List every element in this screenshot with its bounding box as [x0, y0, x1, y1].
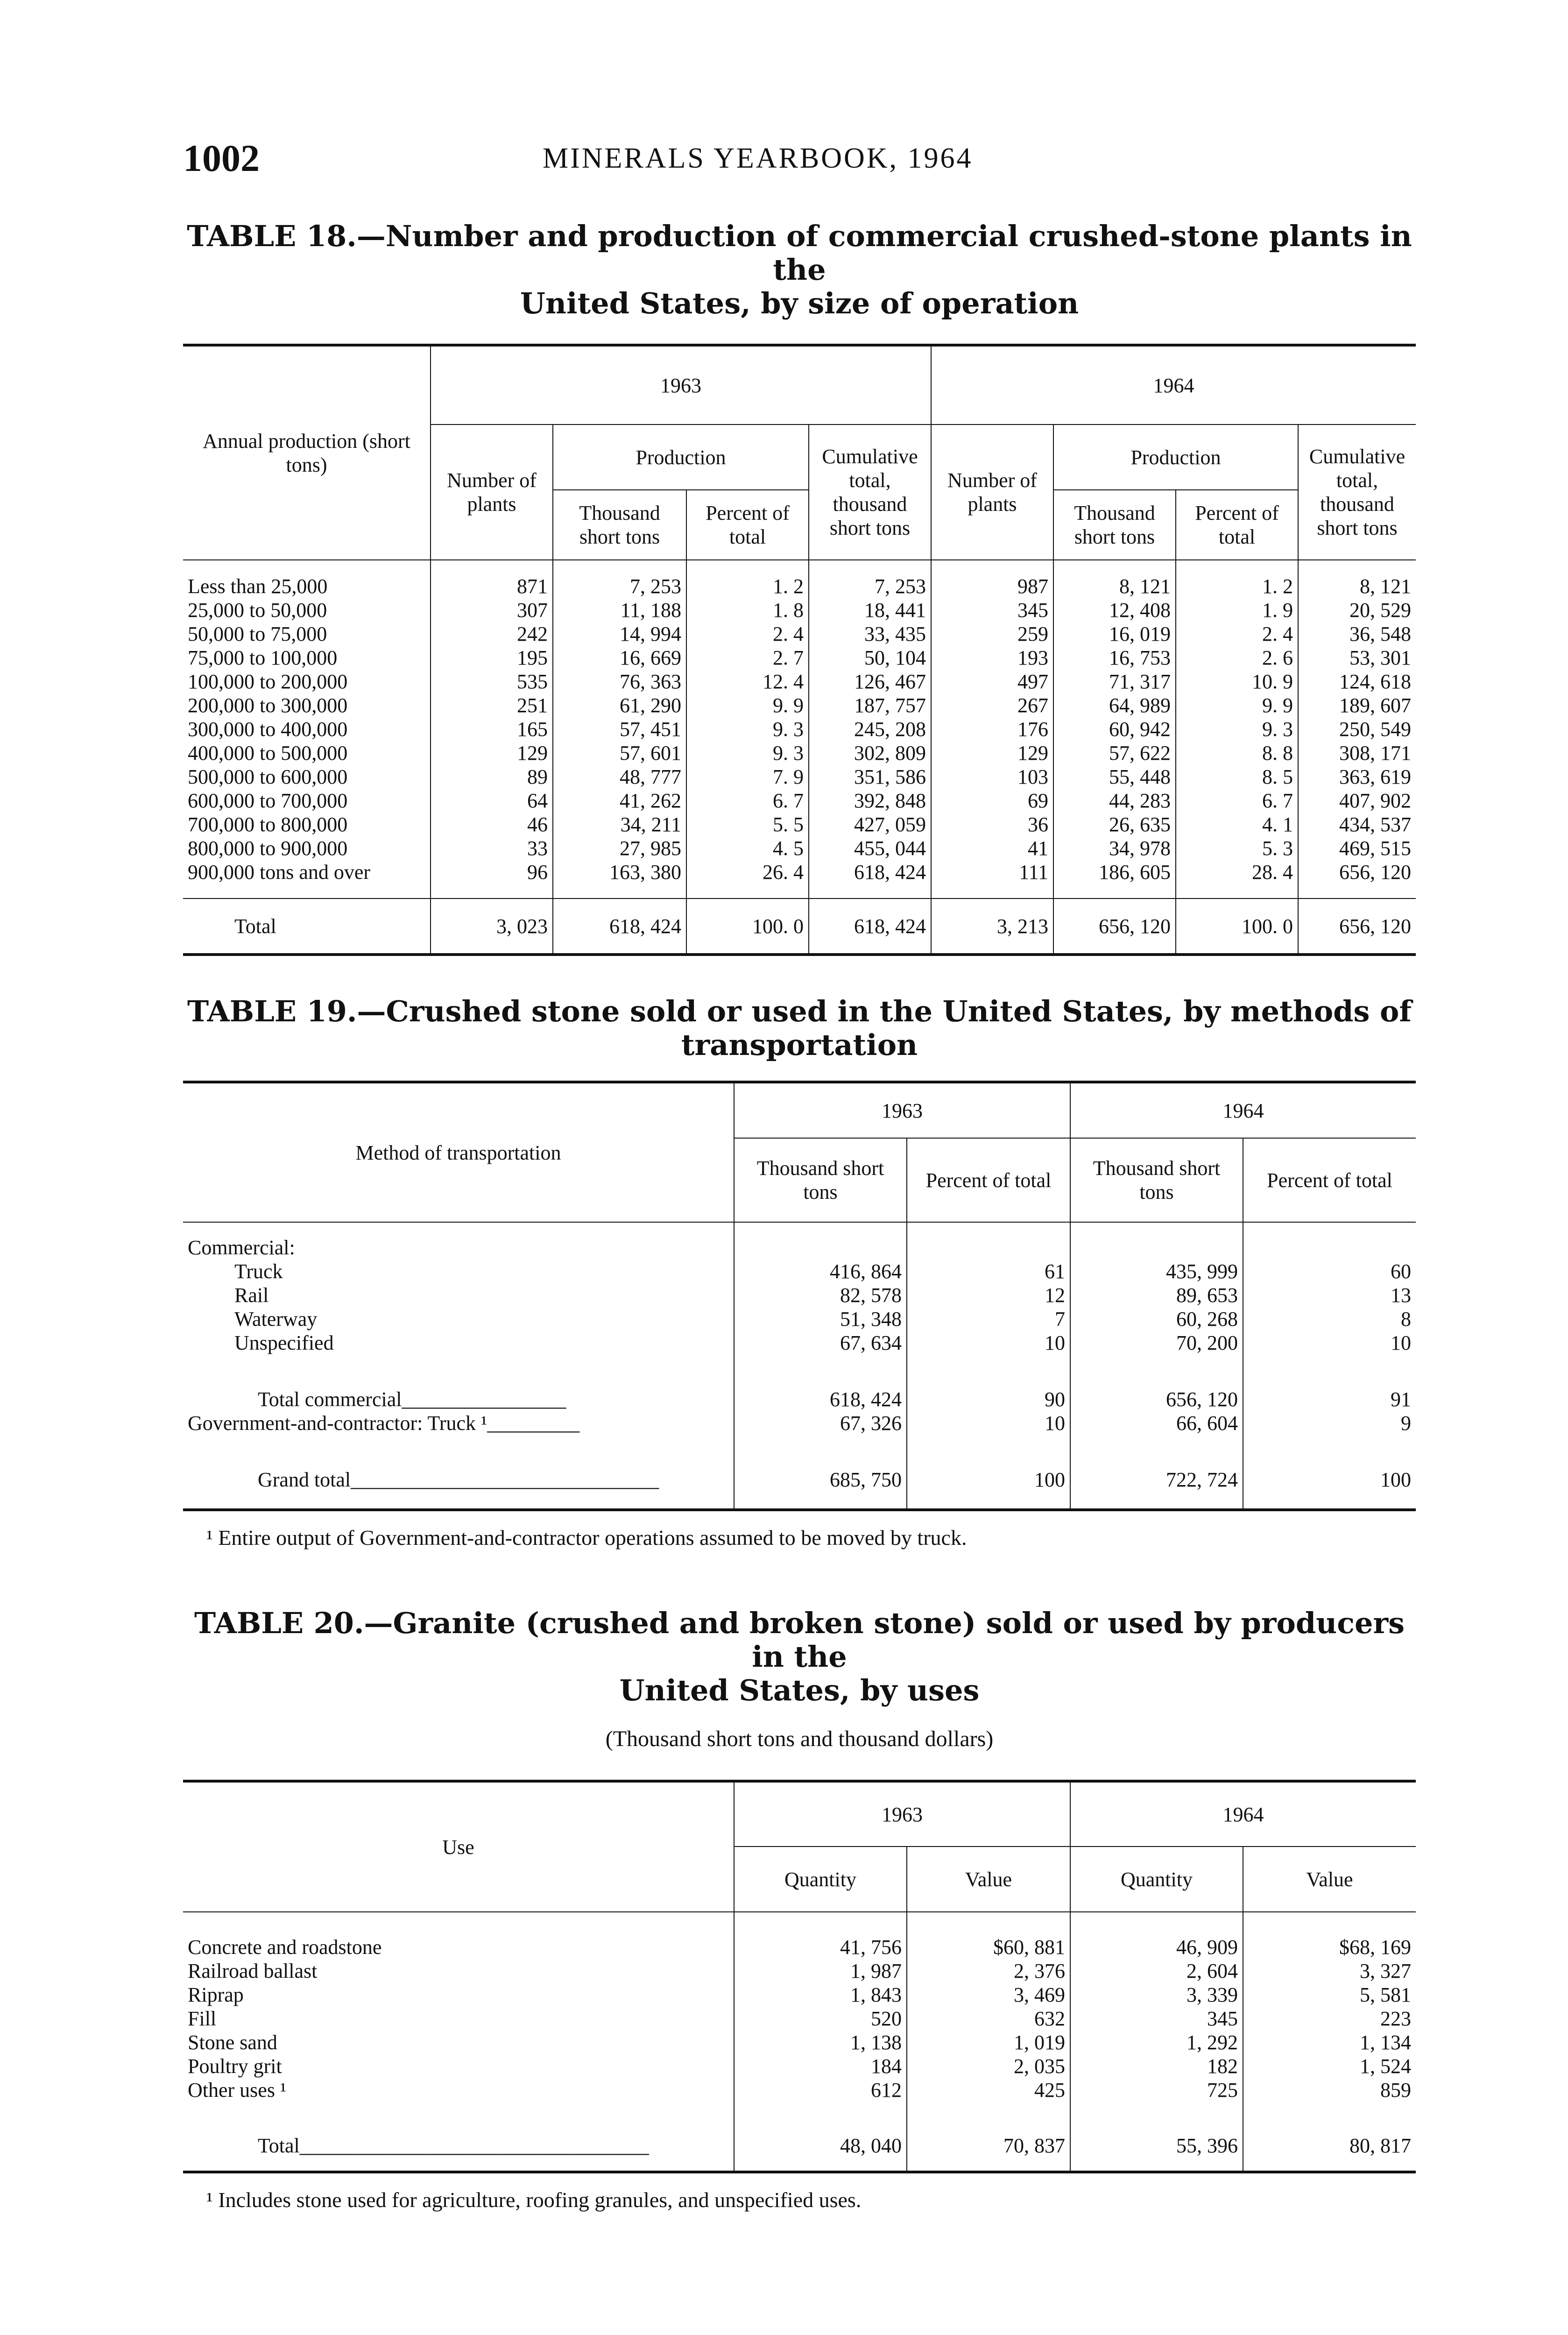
table-row [183, 1331, 1416, 1355]
t19-grand-total-row [183, 1468, 1416, 1510]
t20-year-1963: 1963 [734, 1781, 1070, 1847]
t18-cell-pc63: 2. 7 [686, 646, 809, 670]
t18-row-label: 500,000 to 600,000 [188, 765, 348, 788]
t20-quantity-63-header: Quantity [734, 1847, 907, 1912]
t18-cell-pc64: 9. 9 [1176, 693, 1298, 717]
t18-cell-t63: 7, 253 [553, 560, 686, 598]
t20-stub-header: Use [442, 1835, 474, 1859]
t18-cell-c64: 407, 902 [1298, 789, 1416, 813]
t18-cell-p64: 36 [931, 813, 1053, 836]
t18-cell-c64: 308, 171 [1298, 741, 1416, 765]
t19-stub-header: Method of transportation [355, 1141, 561, 1164]
table-row [183, 836, 1416, 860]
t18-cell-c63: 33, 435 [809, 622, 931, 646]
t18-cell-pc64: 5. 3 [1176, 836, 1298, 860]
t18-cell-c63: 302, 809 [809, 741, 931, 765]
t20-cell-q64: 182 [1070, 2054, 1243, 2078]
t18-cell-c63: 7, 253 [809, 560, 931, 598]
table-18-title: TABLE 18.—Number and production of commercial crushed-stone plants in the United States, by size of operation [187, 219, 1412, 320]
t19-cell: 10 [907, 1411, 1070, 1435]
t18-cell-pc63: 26. 4 [686, 860, 809, 899]
t18-cell-p63: 535 [431, 670, 553, 693]
t19-cell-t64: 60, 268 [1070, 1307, 1243, 1331]
table-row [183, 2007, 1416, 2031]
t18-cell-p64: 129 [931, 741, 1053, 765]
t18-cell-pc64: 28. 4 [1176, 860, 1298, 899]
t18-total-cell: 3, 213 [931, 899, 1053, 955]
t19-total-commercial-row [183, 1387, 1416, 1411]
t18-cell-c63: 427, 059 [809, 813, 931, 836]
t20-cell-v64: $68, 169 [1243, 1935, 1416, 1959]
table-row [183, 765, 1416, 789]
t20-row-label: Riprap [188, 1983, 244, 2006]
t18-cell-pc63: 5. 5 [686, 813, 809, 836]
t18-cell-p64: 193 [931, 646, 1053, 670]
t19-cell: 722, 724 [1070, 1468, 1243, 1510]
t18-row-label: 25,000 to 50,000 [188, 599, 327, 622]
t18-cell-t64: 8, 121 [1053, 560, 1176, 598]
t18-cell-t64: 12, 408 [1053, 598, 1176, 622]
t20-footnote: ¹ Includes stone used for agriculture, roofing granules, and unspecified uses. [206, 2188, 862, 2212]
t19-cell-pc63: 61 [907, 1259, 1070, 1283]
t18-cell-t64: 55, 448 [1053, 765, 1176, 789]
t18-cell-pc64: 2. 6 [1176, 646, 1298, 670]
t19-cell: 9 [1243, 1411, 1416, 1435]
t19-cell-t63: 67, 634 [734, 1331, 907, 1355]
t18-thousand-63-header: Thousand short tons [553, 490, 686, 560]
t18-cell-t63: 11, 188 [553, 598, 686, 622]
table-20-title: TABLE 20.—Granite (crushed and broken stone) sold or used by producers in the United States, by uses [194, 1606, 1405, 1707]
t20-cell-v63: 2, 376 [907, 1959, 1070, 1983]
t18-cell-p64: 259 [931, 622, 1053, 646]
t18-cell-t64: 34, 978 [1053, 836, 1176, 860]
t20-cell-v64: 859 [1243, 2078, 1416, 2102]
table-row [183, 1259, 1416, 1283]
t18-cell-c64: 189, 607 [1298, 693, 1416, 717]
t18-row-label: 50,000 to 75,000 [188, 623, 327, 645]
t19-cell-pc63: 12 [907, 1283, 1070, 1307]
t18-cell-p63: 871 [431, 560, 553, 598]
t19-thousand-64-header: Thousand short tons [1070, 1138, 1243, 1222]
leader-dots: ______________________________ [351, 1468, 659, 1491]
t18-production-64-header: Production [1053, 425, 1298, 490]
t20-cell-q64: 1, 292 [1070, 2031, 1243, 2054]
table-row [183, 789, 1416, 813]
table-row [183, 1983, 1416, 2007]
t18-cumulative-63-header: Cumulative total, thousand short tons [809, 425, 931, 560]
t18-cell-p64: 267 [931, 693, 1053, 717]
t19-footnote: ¹ Entire output of Government-and-contractor operations assumed to be moved by truck. [206, 1526, 967, 1550]
t18-cell-c63: 455, 044 [809, 836, 931, 860]
table-row [183, 717, 1416, 741]
t20-cell-q64: 2, 604 [1070, 1959, 1243, 1983]
t18-cell-pc63: 1. 2 [686, 560, 809, 598]
t18-cell-pc64: 8. 5 [1176, 765, 1298, 789]
t18-cell-t64: 60, 942 [1053, 717, 1176, 741]
t18-cell-t64: 16, 019 [1053, 622, 1176, 646]
t18-cell-p64: 41 [931, 836, 1053, 860]
t18-row-label: 700,000 to 800,000 [188, 813, 348, 836]
t19-cell: 100 [907, 1468, 1070, 1510]
t19-cell-pc64: 60 [1243, 1259, 1416, 1283]
table-18 [183, 344, 1416, 956]
t20-cell: 48, 040 [734, 2121, 907, 2172]
table-18-block [183, 219, 1416, 956]
t18-cell-t64: 186, 605 [1053, 860, 1176, 899]
t18-cell-p63: 64 [431, 789, 553, 813]
t18-cell-p64: 111 [931, 860, 1053, 899]
table-row [183, 1307, 1416, 1331]
t19-cell: 90 [907, 1387, 1070, 1411]
page-header [183, 136, 1416, 188]
table-20-block [183, 1606, 1416, 2212]
t18-percent-63-header: Percent of total [686, 490, 809, 560]
table-row [183, 1283, 1416, 1307]
t18-cell-p64: 497 [931, 670, 1053, 693]
t20-cell-q64: 46, 909 [1070, 1935, 1243, 1959]
t20-row-label: Fill [188, 2007, 217, 2030]
t18-cell-pc63: 9. 3 [686, 741, 809, 765]
t18-cell-pc63: 2. 4 [686, 622, 809, 646]
table-19-title: TABLE 19.—Crushed stone sold or used in the United States, by methods of transportation [187, 994, 1412, 1062]
table-row [183, 670, 1416, 693]
t18-cell-c64: 469, 515 [1298, 836, 1416, 860]
t18-cumulative-64-header: Cumulative total, thousand short tons [1298, 425, 1416, 560]
t18-cell-p63: 195 [431, 646, 553, 670]
table-19 [183, 1081, 1416, 1511]
table-row [183, 2031, 1416, 2054]
t18-cell-p64: 987 [931, 560, 1053, 598]
t20-row-label: Concrete and roadstone [188, 1936, 382, 1959]
t18-cell-p64: 69 [931, 789, 1053, 813]
t18-cell-t64: 16, 753 [1053, 646, 1176, 670]
t18-cell-t63: 14, 994 [553, 622, 686, 646]
t18-cell-t64: 71, 317 [1053, 670, 1176, 693]
t18-cell-t63: 76, 363 [553, 670, 686, 693]
t19-cell-pc63: 10 [907, 1331, 1070, 1355]
table-row [183, 622, 1416, 646]
t19-cell: 685, 750 [734, 1468, 907, 1510]
t18-total-label: Total [234, 914, 276, 938]
t18-cell-pc64: 2. 4 [1176, 622, 1298, 646]
t19-cell-t63: 82, 578 [734, 1283, 907, 1307]
t18-cell-c64: 656, 120 [1298, 860, 1416, 899]
t19-percent-64-header: Percent of total [1243, 1138, 1416, 1222]
t18-cell-c64: 124, 618 [1298, 670, 1416, 693]
t20-cell-q63: 41, 756 [734, 1935, 907, 1959]
t18-cell-c64: 20, 529 [1298, 598, 1416, 622]
t18-row-label: 900,000 tons and over [188, 861, 371, 884]
t18-cell-c63: 392, 848 [809, 789, 931, 813]
t18-total-row [183, 899, 1416, 955]
t19-total-commercial-label: Total commercial________________ [258, 1388, 566, 1411]
t18-plants-63-header: Number of plants [431, 425, 553, 560]
t18-production-63-header: Production [553, 425, 809, 490]
t20-subtitle: (Thousand short tons and thousand dollars) [605, 1726, 994, 1751]
t18-cell-p63: 165 [431, 717, 553, 741]
t20-cell-v63: 2, 035 [907, 2054, 1070, 2078]
t18-row-label: 100,000 to 200,000 [188, 670, 348, 693]
t20-cell-v64: 1, 134 [1243, 2031, 1416, 2054]
t20-row-label: Poultry grit [188, 2055, 282, 2078]
t18-cell-t63: 57, 451 [553, 717, 686, 741]
t18-cell-p63: 242 [431, 622, 553, 646]
t18-cell-p64: 103 [931, 765, 1053, 789]
t18-cell-pc64: 9. 3 [1176, 717, 1298, 741]
t20-row-label: Stone sand [188, 2031, 277, 2054]
t18-cell-p63: 96 [431, 860, 553, 899]
t19-government-label: Government-and-contractor: Truck ¹_________ [188, 1412, 580, 1435]
t18-cell-t63: 163, 380 [553, 860, 686, 899]
table-row [183, 813, 1416, 836]
t18-row-label: Less than 25,000 [188, 575, 328, 598]
t20-cell-q64: 3, 339 [1070, 1983, 1243, 2007]
t18-cell-t63: 57, 601 [553, 741, 686, 765]
t18-cell-c63: 351, 586 [809, 765, 931, 789]
t20-cell: 80, 817 [1243, 2121, 1416, 2172]
t20-year-1964: 1964 [1070, 1781, 1416, 1847]
table-row [183, 1959, 1416, 1983]
t20-cell: 70, 837 [907, 2121, 1070, 2172]
t18-cell-t64: 57, 622 [1053, 741, 1176, 765]
t20-value-64-header: Value [1243, 1847, 1416, 1912]
t20-cell-q64: 725 [1070, 2078, 1243, 2102]
t18-cell-p64: 345 [931, 598, 1053, 622]
t18-year-1964: 1964 [931, 345, 1416, 425]
table-row [183, 2078, 1416, 2102]
t19-row-label: Waterway [234, 1308, 318, 1330]
t19-cell: 656, 120 [1070, 1387, 1243, 1411]
t18-total-cell: 618, 424 [553, 899, 686, 955]
t18-row-label: 300,000 to 400,000 [188, 718, 348, 741]
t18-cell-c64: 53, 301 [1298, 646, 1416, 670]
t18-row-label: 75,000 to 100,000 [188, 646, 338, 669]
table-row [183, 1935, 1416, 1959]
t18-cell-c64: 8, 121 [1298, 560, 1416, 598]
page-number: 1002 [183, 137, 260, 179]
t18-cell-p63: 46 [431, 813, 553, 836]
t19-percent-63-header: Percent of total [907, 1138, 1070, 1222]
t19-cell: 618, 424 [734, 1387, 907, 1411]
t19-cell-t63: 416, 864 [734, 1259, 907, 1283]
t18-cell-t64: 26, 635 [1053, 813, 1176, 836]
t20-cell-q63: 520 [734, 2007, 907, 2031]
t18-cell-c63: 50, 104 [809, 646, 931, 670]
t18-cell-t63: 16, 669 [553, 646, 686, 670]
t18-total-cell: 100. 0 [1176, 899, 1298, 955]
t19-cell-t64: 435, 999 [1070, 1259, 1243, 1283]
t18-cell-pc63: 12. 4 [686, 670, 809, 693]
t18-year-1963: 1963 [431, 345, 931, 425]
t18-cell-pc63: 7. 9 [686, 765, 809, 789]
t20-cell-v63: 425 [907, 2078, 1070, 2102]
t18-cell-c63: 187, 757 [809, 693, 931, 717]
t19-cell-t63: 51, 348 [734, 1307, 907, 1331]
t19-year-1964: 1964 [1070, 1082, 1416, 1138]
t18-cell-pc63: 6. 7 [686, 789, 809, 813]
table-row [183, 741, 1416, 765]
t20-cell-q63: 1, 843 [734, 1983, 907, 2007]
t20-cell-v64: 1, 524 [1243, 2054, 1416, 2078]
t18-cell-t63: 61, 290 [553, 693, 686, 717]
t20-cell-v63: 1, 019 [907, 2031, 1070, 2054]
t18-cell-c64: 250, 549 [1298, 717, 1416, 741]
leader-dots: ________________ [402, 1388, 566, 1411]
t19-cell-pc64: 13 [1243, 1283, 1416, 1307]
t19-cell-pc64: 8 [1243, 1307, 1416, 1331]
table-20 [183, 1780, 1416, 2173]
t20-value-63-header: Value [907, 1847, 1070, 1912]
t20-cell-q63: 1, 987 [734, 1959, 907, 1983]
t19-row-label: Rail [234, 1284, 269, 1307]
table-row [183, 646, 1416, 670]
t18-cell-c64: 434, 537 [1298, 813, 1416, 836]
t18-cell-t63: 34, 211 [553, 813, 686, 836]
t18-plants-64-header: Number of plants [931, 425, 1053, 560]
t19-cell-pc63: 7 [907, 1307, 1070, 1331]
t20-cell-v64: 223 [1243, 2007, 1416, 2031]
t18-cell-pc63: 1. 8 [686, 598, 809, 622]
table-row [183, 860, 1416, 899]
t18-cell-pc64: 10. 9 [1176, 670, 1298, 693]
t18-cell-p63: 89 [431, 765, 553, 789]
t18-cell-p63: 307 [431, 598, 553, 622]
t18-cell-p63: 33 [431, 836, 553, 860]
table-row [183, 693, 1416, 717]
t18-percent-64-header: Percent of total [1176, 490, 1298, 560]
t19-row-label: Truck [234, 1260, 283, 1283]
t18-cell-pc63: 9. 9 [686, 693, 809, 717]
t18-total-cell: 3, 023 [431, 899, 553, 955]
t19-government-row [183, 1411, 1416, 1435]
t19-commercial-label: Commercial: [188, 1236, 295, 1259]
t19-cell-pc64: 10 [1243, 1331, 1416, 1355]
table-19-block [183, 995, 1416, 1550]
t19-cell: 100 [1243, 1468, 1416, 1510]
t20-row-label: Railroad ballast [188, 1960, 318, 1982]
t18-total-cell: 100. 0 [686, 899, 809, 955]
t18-cell-t63: 48, 777 [553, 765, 686, 789]
t18-cell-t64: 64, 989 [1053, 693, 1176, 717]
t20-cell-q64: 345 [1070, 2007, 1243, 2031]
t20-cell: 55, 396 [1070, 2121, 1243, 2172]
t18-cell-pc64: 1. 9 [1176, 598, 1298, 622]
t18-cell-pc64: 6. 7 [1176, 789, 1298, 813]
t18-row-label: 200,000 to 300,000 [188, 694, 348, 717]
t20-cell-v63: 3, 469 [907, 1983, 1070, 2007]
t18-cell-c63: 126, 467 [809, 670, 931, 693]
t18-cell-p63: 129 [431, 741, 553, 765]
t18-cell-pc63: 4. 5 [686, 836, 809, 860]
t20-cell-q63: 612 [734, 2078, 907, 2102]
t19-thousand-63-header: Thousand short tons [734, 1138, 907, 1222]
running-head: MINERALS YEARBOOK, 1964 [543, 142, 973, 174]
t18-thousand-64-header: Thousand short tons [1053, 490, 1176, 560]
t19-cell: 91 [1243, 1387, 1416, 1411]
t19-cell: 66, 604 [1070, 1411, 1243, 1435]
leader-dots: _________ [487, 1412, 580, 1435]
t18-cell-pc64: 4. 1 [1176, 813, 1298, 836]
t18-cell-t63: 41, 262 [553, 789, 686, 813]
t18-cell-c64: 363, 619 [1298, 765, 1416, 789]
t18-total-cell: 656, 120 [1298, 899, 1416, 955]
t18-cell-c63: 18, 441 [809, 598, 931, 622]
t18-stub-header: Annual production (short tons) [203, 430, 410, 476]
t18-cell-c63: 618, 424 [809, 860, 931, 899]
t19-cell-t64: 89, 653 [1070, 1283, 1243, 1307]
t19-cell: 67, 326 [734, 1411, 907, 1435]
t18-cell-pc63: 9. 3 [686, 717, 809, 741]
t18-cell-t63: 27, 985 [553, 836, 686, 860]
t18-cell-c63: 245, 208 [809, 717, 931, 741]
t18-cell-c64: 36, 548 [1298, 622, 1416, 646]
t20-total-row [183, 2121, 1416, 2172]
t20-cell-v64: 3, 327 [1243, 1959, 1416, 1983]
t19-cell-t64: 70, 200 [1070, 1331, 1243, 1355]
t20-total-label: Total__________________________________ [258, 2134, 649, 2157]
t18-total-cell: 618, 424 [809, 899, 931, 955]
t18-cell-t64: 44, 283 [1053, 789, 1176, 813]
table-row [183, 2054, 1416, 2078]
t18-cell-pc64: 8. 8 [1176, 741, 1298, 765]
t18-row-label: 400,000 to 500,000 [188, 742, 348, 764]
t18-row-label: 800,000 to 900,000 [188, 837, 348, 860]
t18-cell-p63: 251 [431, 693, 553, 717]
t20-cell-v63: $60, 881 [907, 1935, 1070, 1959]
t18-cell-pc64: 1. 2 [1176, 560, 1298, 598]
t20-quantity-64-header: Quantity [1070, 1847, 1243, 1912]
t19-year-1963: 1963 [734, 1082, 1070, 1138]
table-row [183, 560, 1416, 598]
t19-row-label: Unspecified [234, 1331, 334, 1354]
t18-row-label: 600,000 to 700,000 [188, 789, 348, 812]
t19-grand-total-label: Grand total______________________________ [258, 1468, 659, 1491]
t20-cell-q63: 184 [734, 2054, 907, 2078]
t20-cell-v63: 632 [907, 2007, 1070, 2031]
t18-total-cell: 656, 120 [1053, 899, 1176, 955]
t20-row-label: Other uses ¹ [188, 2079, 287, 2102]
leader-dots: __________________________________ [299, 2134, 649, 2157]
t18-cell-p64: 176 [931, 717, 1053, 741]
t20-cell-q63: 1, 138 [734, 2031, 907, 2054]
t20-cell-v64: 5, 581 [1243, 1983, 1416, 2007]
table-row [183, 598, 1416, 622]
